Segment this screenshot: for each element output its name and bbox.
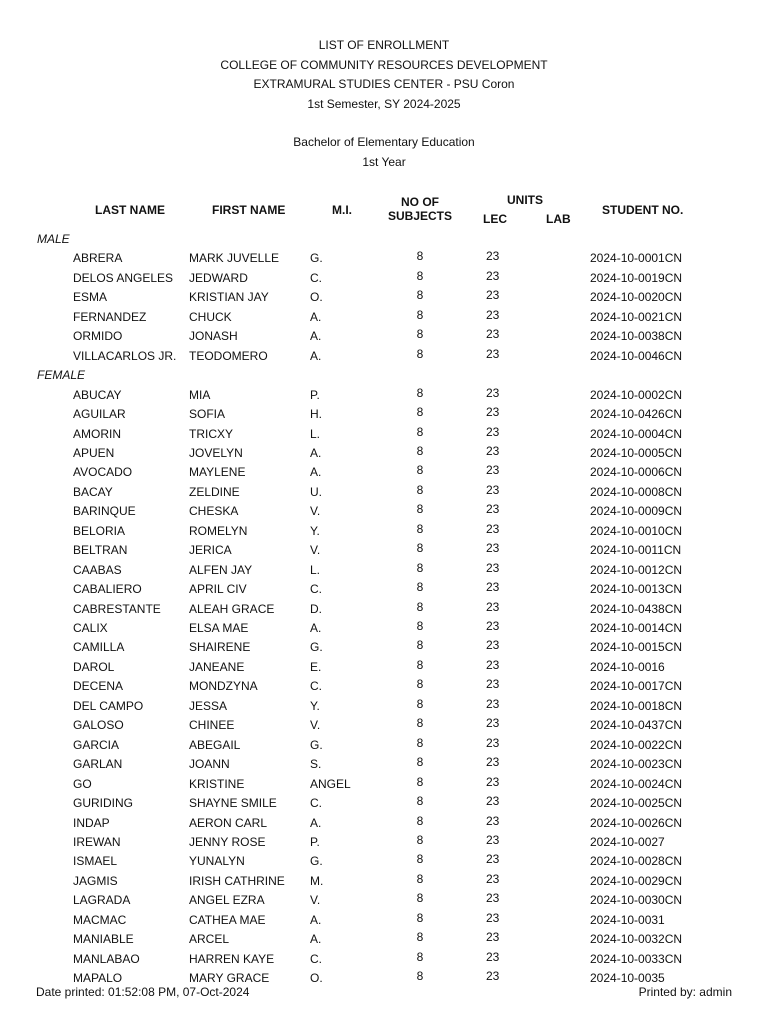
student-no-cell: 2024-10-0015CN <box>590 640 683 655</box>
mi-cell: A. <box>310 932 322 947</box>
subjects-cell: 8 <box>416 871 424 886</box>
student-no-cell: 2024-10-0019CN <box>590 270 683 285</box>
mi-cell: A. <box>310 465 322 480</box>
col-mi: M.I. <box>332 203 352 217</box>
last-name-cell: MANIABLE <box>73 932 134 947</box>
lec-units-cell: 23 <box>486 268 500 283</box>
subjects-cell: 8 <box>416 774 424 789</box>
table-row <box>0 619 768 639</box>
table-row <box>0 502 768 522</box>
table-row <box>0 697 768 717</box>
subjects-cell: 8 <box>416 443 424 458</box>
report-title-block <box>0 36 768 114</box>
last-name-cell: JAGMIS <box>73 873 118 888</box>
first-name-cell: ANGEL EZRA <box>189 893 265 908</box>
last-name-cell: APUEN <box>73 445 115 460</box>
first-name-cell: ROMELYN <box>189 523 248 538</box>
lec-units-cell: 23 <box>486 502 500 517</box>
student-no-cell: 2024-10-0029CN <box>590 873 683 888</box>
last-name-cell: BACAY <box>73 484 113 499</box>
table-row <box>0 833 768 853</box>
col-subjects-line2: SUBJECTS <box>387 209 452 223</box>
student-no-cell: 2024-10-0026CN <box>590 815 683 830</box>
subjects-cell: 8 <box>416 599 424 614</box>
col-units: UNITS <box>507 193 543 207</box>
col-subjects <box>380 195 460 223</box>
subjects-cell: 8 <box>416 930 424 945</box>
first-name-cell: JANEANE <box>189 659 245 674</box>
subjects-cell: 8 <box>416 580 424 595</box>
student-no-cell: 2024-10-0033CN <box>590 951 683 966</box>
lec-units-cell: 23 <box>486 735 500 750</box>
student-no-cell: 2024-10-0009CN <box>590 504 683 519</box>
first-name-cell: JERICA <box>189 543 232 558</box>
last-name-cell: FERNANDEZ <box>73 309 147 324</box>
student-no-cell: 2024-10-0035 <box>590 971 665 986</box>
table-row <box>0 580 768 600</box>
student-no-cell: 2024-10-0038CN <box>590 329 683 344</box>
subjects-cell: 8 <box>416 677 424 692</box>
last-name-cell: MACMAC <box>73 912 127 927</box>
student-no-cell: 2024-10-0426CN <box>590 407 683 422</box>
subjects-cell: 8 <box>416 969 424 984</box>
mi-cell: V. <box>310 543 321 558</box>
table-row <box>0 405 768 425</box>
table-row <box>0 814 768 834</box>
student-no-cell: 2024-10-0025CN <box>590 796 683 811</box>
first-name-cell: JONASH <box>189 329 238 344</box>
subjects-cell: 8 <box>416 327 424 342</box>
lec-units-cell: 23 <box>486 969 500 984</box>
college-name: COLLEGE OF COMMUNITY RESOURCES DEVELOPMENT <box>220 57 548 72</box>
lec-units-cell: 23 <box>486 599 500 614</box>
first-name-cell: KRISTIAN JAY <box>189 290 269 305</box>
mi-cell: E. <box>310 659 322 674</box>
lec-units-cell: 23 <box>486 580 500 595</box>
subjects-cell: 8 <box>416 482 424 497</box>
subjects-cell: 8 <box>416 541 424 556</box>
lec-units-cell: 23 <box>486 482 500 497</box>
first-name-cell: TEODOMERO <box>189 348 268 363</box>
student-no-cell: 2024-10-0002CN <box>590 387 683 402</box>
table-row <box>0 347 768 367</box>
lec-units-cell: 23 <box>486 560 500 575</box>
student-no-cell: 2024-10-0437CN <box>590 718 683 733</box>
mi-cell: O. <box>310 971 323 986</box>
lec-units-cell: 23 <box>486 677 500 692</box>
first-name-cell: JENNY ROSE <box>189 834 266 849</box>
last-name-cell: BARINQUE <box>73 504 136 519</box>
lec-units-cell: 23 <box>486 619 500 633</box>
lec-units-cell: 23 <box>486 774 500 789</box>
first-name-cell: CHESKA <box>189 504 239 519</box>
last-name-cell: INDAP <box>73 815 110 830</box>
col-subjects-line1: NO OF <box>401 195 439 209</box>
mi-cell: M. <box>310 873 324 888</box>
table-row <box>0 327 768 347</box>
subjects-cell: 8 <box>416 657 424 672</box>
table-row <box>0 483 768 503</box>
subjects-cell: 8 <box>416 405 424 420</box>
lec-units-cell: 23 <box>486 794 500 809</box>
student-no-cell: 2024-10-0030CN <box>590 893 683 908</box>
last-name-cell: ABUCAY <box>73 387 122 402</box>
student-no-cell: 2024-10-0010CN <box>590 523 683 538</box>
first-name-cell: YUNALYN <box>189 854 245 869</box>
mi-cell: S. <box>310 757 322 772</box>
last-name-cell: ISMAEL <box>73 854 118 869</box>
last-name-cell: AVOCADO <box>73 465 133 480</box>
subjects-cell: 8 <box>416 735 424 750</box>
mi-cell: A. <box>310 912 322 927</box>
student-no-cell: 2024-10-0027 <box>590 834 665 849</box>
subjects-cell: 8 <box>416 696 424 711</box>
student-no-cell: 2024-10-0008CN <box>590 484 683 499</box>
subjects-cell: 8 <box>416 794 424 809</box>
col-lec: LEC <box>483 212 507 226</box>
first-name-cell: MIA <box>189 387 211 402</box>
mi-cell: A. <box>310 329 322 344</box>
mi-cell: A. <box>310 348 322 363</box>
table-row <box>0 308 768 328</box>
mi-cell: ANGEL <box>310 776 351 791</box>
subjects-cell: 8 <box>416 891 424 906</box>
table-row <box>0 600 768 620</box>
mi-cell: C. <box>310 796 322 811</box>
subjects-cell: 8 <box>416 385 424 400</box>
last-name-cell: AGUILAR <box>73 407 126 422</box>
first-name-cell: KRISTINE <box>189 776 245 791</box>
mi-cell: G. <box>310 737 323 752</box>
first-name-cell: TRICXY <box>189 426 234 441</box>
program-name: Bachelor of Elementary Education <box>293 135 475 149</box>
first-name-cell: JOVELYN <box>189 445 243 460</box>
printed-by: Printed by: admin <box>638 985 732 999</box>
mi-cell: C. <box>310 270 322 285</box>
col-first-name: FIRST NAME <box>212 203 286 217</box>
student-no-cell: 2024-10-0032CN <box>590 932 683 947</box>
mi-cell: L. <box>310 562 321 577</box>
first-name-cell: ALEAH GRACE <box>189 601 275 616</box>
last-name-cell: DECENA <box>73 679 124 694</box>
lec-units-cell: 23 <box>486 346 500 361</box>
first-name-cell: CHINEE <box>189 718 235 733</box>
last-name-cell: CABALIERO <box>73 582 142 597</box>
lec-units-cell: 23 <box>486 657 500 672</box>
subjects-cell: 8 <box>416 346 424 361</box>
student-no-cell: 2024-10-0014CN <box>590 621 683 635</box>
lec-units-cell: 23 <box>486 424 500 439</box>
lec-units-cell: 23 <box>486 910 500 925</box>
mi-cell: O. <box>310 290 323 305</box>
last-name-cell: GO <box>73 776 92 791</box>
lec-units-cell: 23 <box>486 832 500 847</box>
table-row <box>0 561 768 581</box>
student-no-cell: 2024-10-0017CN <box>590 679 683 694</box>
first-name-cell: JEDWARD <box>189 270 248 285</box>
mi-cell: U. <box>310 484 322 499</box>
lec-units-cell: 23 <box>486 288 500 303</box>
last-name-cell: CAABAS <box>73 562 122 577</box>
subjects-cell: 8 <box>416 755 424 770</box>
last-name-cell: GALOSO <box>73 718 124 733</box>
first-name-cell: HARREN KAYE <box>189 951 275 966</box>
mi-cell: V. <box>310 718 321 733</box>
lec-units-cell: 23 <box>486 813 500 828</box>
first-name-cell: ELSA MAE <box>189 621 249 635</box>
last-name-cell: AMORIN <box>73 426 121 441</box>
lec-units-cell: 23 <box>486 716 500 731</box>
first-name-cell: SHAIRENE <box>189 640 251 655</box>
mi-cell: Y. <box>310 698 320 713</box>
mi-cell: V. <box>310 504 321 519</box>
subjects-cell: 8 <box>416 424 424 439</box>
table-row <box>0 872 768 892</box>
first-name-cell: MARY GRACE <box>189 971 270 986</box>
mi-cell: A. <box>310 815 322 830</box>
student-no-cell: 2024-10-0020CN <box>590 290 683 305</box>
table-row <box>0 444 768 464</box>
lec-units-cell: 23 <box>486 307 500 322</box>
first-name-cell: SOFIA <box>189 407 226 422</box>
mi-cell: A. <box>310 621 322 635</box>
last-name-cell: CAMILLA <box>73 640 125 655</box>
first-name-cell: ARCEL <box>189 932 230 947</box>
table-row <box>0 541 768 561</box>
first-name-cell: AERON CARL <box>189 815 268 830</box>
subjects-cell: 8 <box>416 521 424 536</box>
last-name-cell: CABRESTANTE <box>73 601 161 616</box>
first-name-cell: JOANN <box>189 757 230 772</box>
table-row <box>0 288 768 308</box>
subjects-cell: 8 <box>416 288 424 303</box>
lec-units-cell: 23 <box>486 949 500 964</box>
table-row <box>0 911 768 931</box>
student-no-cell: 2024-10-0028CN <box>590 854 683 869</box>
last-name-cell: LAGRADA <box>73 893 131 908</box>
subjects-cell: 8 <box>416 307 424 322</box>
student-no-cell: 2024-10-0013CN <box>590 582 683 597</box>
last-name-cell: ORMIDO <box>73 329 123 344</box>
student-no-cell: 2024-10-0006CN <box>590 465 683 480</box>
subjects-cell: 8 <box>416 619 424 633</box>
table-row <box>0 386 768 406</box>
last-name-cell: ESMA <box>73 290 108 305</box>
student-no-cell: 2024-10-0046CN <box>590 348 683 363</box>
mi-cell: G. <box>310 640 323 655</box>
last-name-cell: BELTRAN <box>73 543 128 558</box>
last-name-cell: MAPALO <box>73 971 123 986</box>
first-name-cell: CHUCK <box>189 309 232 324</box>
table-row <box>0 852 768 872</box>
last-name-cell: BELORIA <box>73 523 126 538</box>
lec-units-cell: 23 <box>486 405 500 420</box>
subjects-cell: 8 <box>416 910 424 925</box>
subjects-cell: 8 <box>416 716 424 731</box>
last-name-cell: IREWAN <box>73 834 121 849</box>
table-row <box>0 775 768 795</box>
mi-cell: G. <box>310 854 323 869</box>
student-no-cell: 2024-10-0004CN <box>590 426 683 441</box>
last-name-cell: CALIX <box>73 621 108 635</box>
subjects-cell: 8 <box>416 813 424 828</box>
mi-cell: C. <box>310 679 322 694</box>
table-row <box>0 794 768 814</box>
first-name-cell: SHAYNE SMILE <box>189 796 277 811</box>
report-title: LIST OF ENROLLMENT <box>318 38 450 52</box>
table-row <box>0 463 768 483</box>
mi-cell: V. <box>310 893 321 908</box>
lec-units-cell: 23 <box>486 755 500 770</box>
col-student-no: STUDENT NO. <box>602 203 684 217</box>
first-name-cell: IRISH CATHRINE <box>189 873 285 888</box>
student-no-cell: 2024-10-0011CN <box>590 543 682 558</box>
mi-cell: H. <box>310 407 322 422</box>
first-name-cell: ZELDINE <box>189 484 240 499</box>
mi-cell: P. <box>310 834 320 849</box>
table-row <box>0 249 768 269</box>
first-name-cell: APRIL CIV <box>189 582 247 597</box>
last-name-cell: DELOS ANGELES <box>73 270 174 285</box>
col-lab: LAB <box>546 212 571 226</box>
subjects-cell: 8 <box>416 949 424 964</box>
mi-cell: L. <box>310 426 321 441</box>
last-name-cell: VILLACARLOS JR. <box>73 348 177 363</box>
first-name-cell: MONDZYNA <box>189 679 258 694</box>
student-no-cell: 2024-10-0031 <box>590 912 665 927</box>
mi-cell: Y. <box>310 523 320 538</box>
subjects-cell: 8 <box>416 463 424 478</box>
first-name-cell: ALFEN JAY <box>189 562 253 577</box>
student-no-cell: 2024-10-0022CN <box>590 737 683 752</box>
subjects-cell: 8 <box>416 249 424 264</box>
lec-units-cell: 23 <box>486 638 500 653</box>
table-row <box>0 638 768 658</box>
mi-cell: G. <box>310 251 323 266</box>
last-name-cell: GARCIA <box>73 737 120 752</box>
year-level: 1st Year <box>362 154 406 169</box>
table-row <box>0 736 768 756</box>
lec-units-cell: 23 <box>486 541 500 556</box>
lec-units-cell: 23 <box>486 249 500 264</box>
section-label: MALE <box>37 232 70 246</box>
table-row <box>0 891 768 911</box>
table-row <box>0 522 768 542</box>
lec-units-cell: 23 <box>486 385 500 400</box>
table-row <box>0 425 768 445</box>
table-row <box>0 950 768 970</box>
first-name-cell: CATHEA MAE <box>189 912 266 927</box>
lec-units-cell: 23 <box>486 871 500 886</box>
last-name-cell: MANLABAO <box>73 951 140 966</box>
table-row <box>0 658 768 678</box>
subjects-cell: 8 <box>416 852 424 867</box>
subjects-cell: 8 <box>416 560 424 575</box>
student-no-cell: 2024-10-0018CN <box>590 698 683 713</box>
col-last-name: LAST NAME <box>95 203 165 217</box>
student-no-cell: 2024-10-0001CN <box>590 251 683 266</box>
program-block <box>0 133 768 172</box>
student-no-cell: 2024-10-0023CN <box>590 757 683 772</box>
section-label: FEMALE <box>37 368 86 383</box>
student-no-cell: 2024-10-0005CN <box>590 445 683 460</box>
table-row <box>0 269 768 289</box>
lec-units-cell: 23 <box>486 852 500 867</box>
student-no-cell: 2024-10-0012CN <box>590 562 683 577</box>
last-name-cell: ABRERA <box>73 251 123 266</box>
mi-cell: C. <box>310 951 322 966</box>
mi-cell: A. <box>310 309 322 324</box>
last-name-cell: DAROL <box>73 659 115 674</box>
subjects-cell: 8 <box>416 832 424 847</box>
last-name-cell: GURIDING <box>73 796 133 811</box>
mi-cell: C. <box>310 582 322 597</box>
lec-units-cell: 23 <box>486 521 500 536</box>
semester: 1st Semester, SY 2024-2025 <box>307 96 461 111</box>
lec-units-cell: 23 <box>486 891 500 906</box>
student-no-cell: 2024-10-0024CN <box>590 776 683 791</box>
lec-units-cell: 23 <box>486 327 500 342</box>
subjects-cell: 8 <box>416 268 424 283</box>
first-name-cell: JESSA <box>189 698 228 713</box>
table-row <box>0 716 768 736</box>
mi-cell: A. <box>310 445 322 460</box>
student-no-cell: 2024-10-0438CN <box>590 601 683 616</box>
lec-units-cell: 23 <box>486 463 500 478</box>
lec-units-cell: 23 <box>486 443 500 458</box>
subjects-cell: 8 <box>416 502 424 517</box>
first-name-cell: ABEGAIL <box>189 737 241 752</box>
table-row <box>0 677 768 697</box>
last-name-cell: DEL CAMPO <box>73 698 144 713</box>
table-row <box>0 930 768 950</box>
last-name-cell: GARLAN <box>73 757 123 772</box>
date-printed: Date printed: 01:52:08 PM, 07-Oct-2024 <box>36 985 250 999</box>
mi-cell: D. <box>310 601 322 616</box>
student-no-cell: 2024-10-0021CN <box>590 309 683 324</box>
campus-name: EXTRAMURAL STUDIES CENTER - PSU Coron <box>253 77 515 92</box>
table-row <box>0 755 768 775</box>
lec-units-cell: 23 <box>486 696 500 711</box>
mi-cell: P. <box>310 387 320 402</box>
student-no-cell: 2024-10-0016 <box>590 659 665 674</box>
lec-units-cell: 23 <box>486 930 500 945</box>
subjects-cell: 8 <box>416 638 424 653</box>
first-name-cell: MAYLENE <box>189 465 246 480</box>
first-name-cell: MARK JUVELLE <box>189 251 280 266</box>
